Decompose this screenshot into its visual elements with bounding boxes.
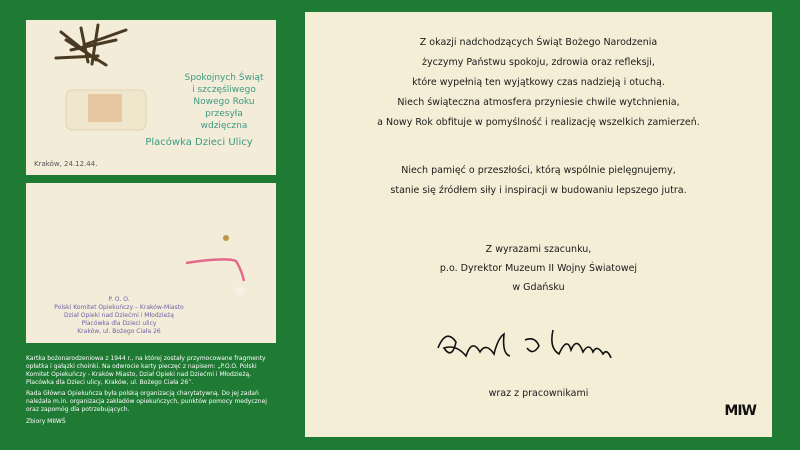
card-back-image [26, 183, 276, 343]
greeting-letter [305, 12, 772, 437]
stamp-line: Dział Opieki nad Dziećmi i Młodzieżą [64, 312, 174, 319]
signature [433, 320, 633, 365]
greeting-line: i szczęśliwego [192, 85, 256, 95]
team-line: wraz z pracownikami [488, 388, 589, 399]
letter-line: Niech pamięć o przeszłości, którą wspólnie pielęgnujemy, [401, 165, 676, 176]
stamp-line: Kraków, ul. Bożego Ciała 26 [77, 328, 161, 335]
letter-line: które wypełnią ten wyjątkowy czas nadzieją i otuchą. [412, 77, 665, 88]
caption-source: Zbiory MIIWŚ [26, 418, 66, 425]
caption-paragraph: Kartka bożonarodzeniowa z 1944 r., na której zostały przymocowane fragmenty opłatka i gałązki choinki. Na odwrocie karty pieczęć z napisem: „P.O.O. Polski Komitet Opiekuńczy - Kraków Miasto, Dział Opieki nad Dziećmi i Młodzieżą, Placówka dla Dzieci ulicy, Kraków, ul. Bożego Ciała 26”. [26, 355, 266, 386]
stamp-line: Placówka dla Dzieci ulicy [81, 320, 157, 327]
letter-line: Z okazji nadchodzących Świąt Bożego Narodzenia [419, 37, 658, 48]
stamp-line: Polski Komitet Opiekuńczy – Kraków-Miasto [54, 304, 184, 311]
letter-line: Niech świąteczna atmosfera przyniesie chwile wytchnienia, [397, 97, 680, 108]
handwritten-greeting [174, 72, 274, 132]
letter-line: życzymy Państwu spokoju, zdrowia oraz refleksji, [422, 57, 655, 68]
closing-line: w Gdańsku [512, 282, 565, 293]
card-date: Kraków, 24.12.44. [34, 160, 98, 168]
caption-paragraph: Rada Główna Opiekuńcza była polską organizacją charytatywną. Do jej zadań należała m.in. organizacja zakładów opiekuńczych, punktów pomocy medycznej oraz zapomóg dla potrzebujących. [26, 390, 267, 413]
letter-line: stanie się źródłem siły i inspiracji w budowaniu lepszego jutra. [390, 185, 687, 196]
greeting-line: przesyła [205, 109, 243, 119]
museum-logo: MIW [724, 403, 756, 419]
card-front-image [26, 20, 276, 175]
stamp [44, 296, 194, 336]
greeting-line: Spokojnych Świąt [184, 73, 264, 83]
greeting-line: wdzięczna [200, 121, 248, 131]
closing-line: Z wyrazami szacunku, [485, 244, 592, 255]
closing-line: p.o. Dyrektor Muzeum II Wojny Światowej [439, 263, 638, 274]
letter-line: a Nowy Rok obfituje w pomyślność i realizację wszelkich zamierzeń. [377, 117, 700, 128]
greeting-line: Nowego Roku [193, 97, 255, 107]
handwritten-org: Placówka Dzieci Ulicy [145, 137, 253, 148]
stamp-line: P. O. O. [108, 296, 130, 303]
